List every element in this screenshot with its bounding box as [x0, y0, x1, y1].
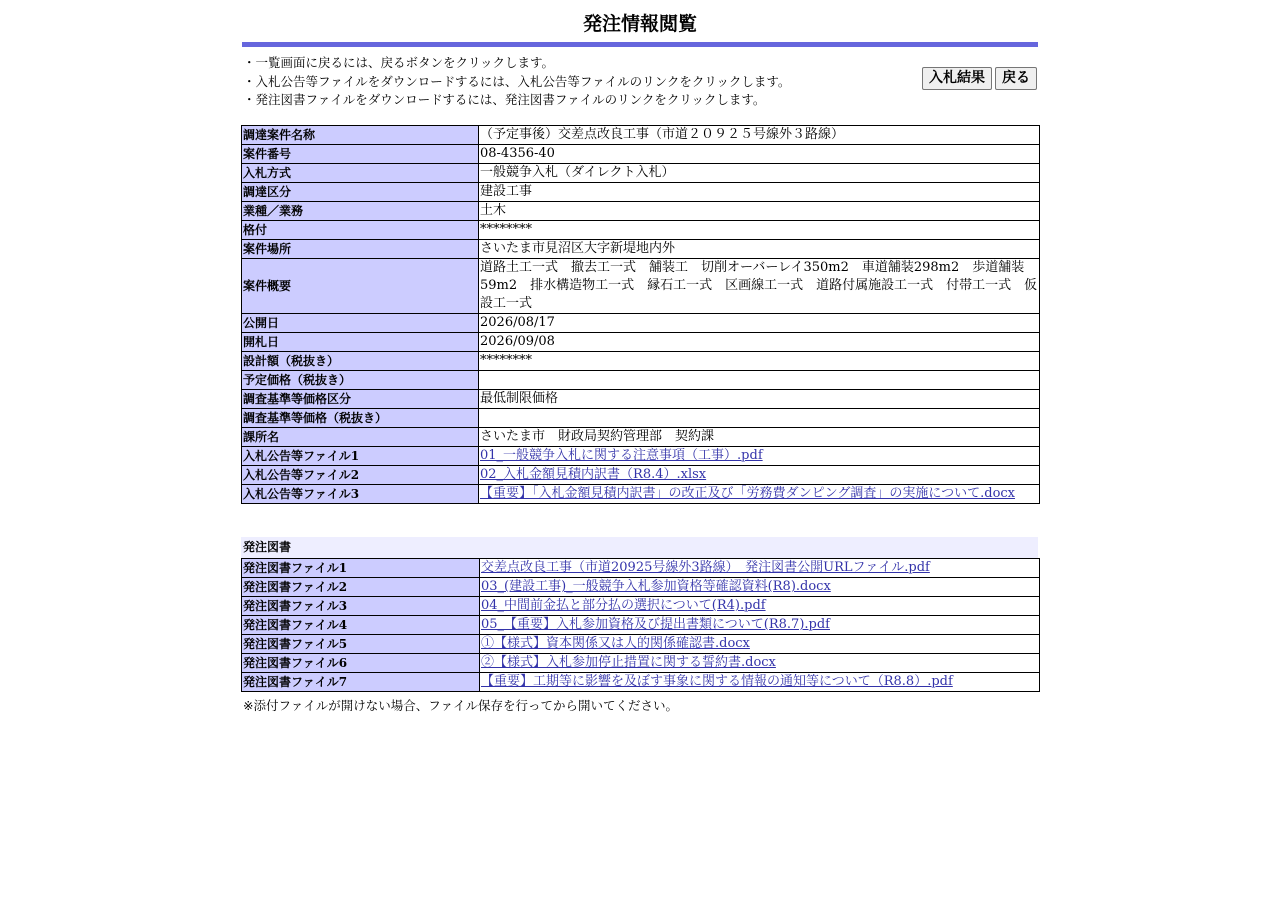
section-spacer [241, 504, 1039, 537]
document-file-7-link[interactable]: 【重要】工期等に影響を及ぼす事象に関する情報の通知等について（R8.8）.pdf [481, 674, 953, 689]
field-label: 設計額（税抜き） [242, 352, 479, 371]
field-label: 予定価格（税抜き） [242, 371, 479, 390]
instruction-back: ・一覧画面に戻るには、戻るボタンをクリックします。 [243, 55, 555, 70]
field-label: 発注図書ファイル5 [242, 635, 480, 654]
planned-price-value [479, 371, 1040, 390]
notice-file-cell [479, 466, 1040, 485]
survey-price-value [479, 409, 1040, 428]
location-value: さいたま市見沼区大字新堤地内外 [479, 240, 1040, 259]
table-row [242, 259, 1040, 314]
table-row [242, 164, 1040, 183]
document-file-cell [480, 635, 1040, 654]
document-file-cell [480, 654, 1040, 673]
field-label: 入札方式 [242, 164, 479, 183]
table-row [242, 654, 1040, 673]
opening-date-value: 2026/09/08 [479, 333, 1040, 352]
page-title: 発注情報閲覧 [582, 13, 697, 35]
table-row [242, 126, 1040, 145]
back-button[interactable]: 戻る [995, 67, 1037, 90]
notice-file-2-link[interactable]: 02_入札金額見積内訳書（R8.4）.xlsx [480, 467, 707, 482]
table-row [242, 409, 1040, 428]
field-label: 公開日 [242, 314, 479, 333]
field-label: 調査基準等価格区分 [242, 390, 479, 409]
document-file-cell [480, 578, 1040, 597]
rating-value: ******** [479, 221, 1040, 240]
document-file-1-link[interactable]: 交差点改良工事（市道20925号線外3路線） 発注図書公開URLファイル.pdf [481, 560, 930, 575]
field-label: 案件場所 [242, 240, 479, 259]
department-value: さいたま市 財政局契約管理部 契約課 [479, 428, 1040, 447]
table-row [242, 597, 1040, 616]
table-row [242, 447, 1040, 466]
table-row [242, 616, 1040, 635]
table-row [242, 673, 1040, 692]
notice-file-1-link[interactable]: 01_一般競争入札に関する注意事項（工事）.pdf [480, 448, 763, 463]
field-label: 入札公告等ファイル2 [242, 466, 479, 485]
table-row [242, 428, 1040, 447]
project-name-value: （予定事後）交差点改良工事（市道２０９２５号線外３路線） [479, 126, 1040, 145]
field-label: 入札公告等ファイル3 [242, 485, 479, 504]
field-label: 格付 [242, 221, 479, 240]
procurement-type-value: 建設工事 [479, 183, 1040, 202]
field-label: 案件番号 [242, 145, 479, 164]
document-file-6-link[interactable]: ②【様式】入札参加停止措置に関する誓約書.docx [481, 655, 776, 670]
document-file-3-link[interactable]: 04_中間前金払と部分払の選択について(R4).pdf [481, 598, 766, 613]
field-label: 案件概要 [242, 259, 479, 314]
field-label: 発注図書ファイル4 [242, 616, 480, 635]
table-row [242, 221, 1040, 240]
field-label: 開札日 [242, 333, 479, 352]
publish-date-value: 2026/08/17 [479, 314, 1040, 333]
instruction-notice-download: ・入札公告等ファイルをダウンロードするには、入札公告等ファイルのリンクをクリックします。 [243, 73, 791, 89]
table-row [242, 240, 1040, 259]
table-row [242, 466, 1040, 485]
field-label: 発注図書ファイル3 [242, 597, 480, 616]
field-label: 発注図書ファイル2 [242, 578, 480, 597]
bid-method-value: 一般競争入札（ダイレクト入札） [479, 164, 1040, 183]
document-file-cell [480, 597, 1040, 616]
field-label: 発注図書ファイル1 [242, 559, 480, 578]
table-row [242, 578, 1040, 597]
table-row [242, 371, 1040, 390]
table-row [242, 390, 1040, 409]
summary-value: 道路土工一式 撤去工一式 舗装工 切削オーバーレイ350m2 車道舗装298m2 歩道舗装59m2 排水構造物工一式 縁石工一式 区画線工一式 道路付属施設工一式 付帯工一式 仮設工一式 [479, 259, 1040, 314]
instruction-document-download: ・発注図書ファイルをダウンロードするには、発注図書ファイルのリンクをクリックします。 [243, 92, 766, 107]
field-label: 発注図書ファイル6 [242, 654, 480, 673]
notice-file-cell [479, 447, 1040, 466]
document-file-5-link[interactable]: ①【様式】資本関係又は人的関係確認書.docx [481, 636, 750, 651]
field-label: 調査基準等価格（税抜き） [242, 409, 479, 428]
table-row [242, 352, 1040, 371]
documents-table [241, 558, 1040, 692]
table-row [242, 202, 1040, 221]
notice-file-3-link[interactable]: 【重要】「入札金額見積内訳書」の改正及び「労務費ダンピング調査」の実施について.docx [480, 486, 1016, 501]
document-file-2-link[interactable]: 03_(建設工事)_一般競争入札参加資格等確認資料(R8).docx [481, 579, 831, 594]
field-label: 入札公告等ファイル1 [242, 447, 479, 466]
page-container [241, 0, 1039, 714]
notice-file-cell [479, 485, 1040, 504]
table-row [242, 333, 1040, 352]
instruction-list [243, 54, 790, 110]
bid-result-button[interactable]: 入札結果 [922, 67, 992, 90]
project-info-table [241, 125, 1040, 504]
business-type-value: 土木 [479, 202, 1040, 221]
documents-section-title: 発注図書 [241, 537, 1038, 558]
document-file-cell [480, 616, 1040, 635]
attachment-footnote: ※添付ファイルが開けない場合、ファイル保存を行ってから開いてください。 [243, 698, 678, 713]
table-row [242, 183, 1040, 202]
table-row [242, 485, 1040, 504]
field-label: 業種／業務 [242, 202, 479, 221]
survey-category-value: 最低制限価格 [479, 390, 1040, 409]
field-label: 調達案件名称 [242, 126, 479, 145]
document-file-cell [480, 673, 1040, 692]
action-buttons [922, 67, 1037, 90]
document-file-cell [480, 559, 1040, 578]
table-row [242, 635, 1040, 654]
field-label: 発注図書ファイル7 [242, 673, 480, 692]
table-row [242, 314, 1040, 333]
instructions-area [241, 47, 1039, 125]
design-amount-value: ******** [479, 352, 1040, 371]
field-label: 調達区分 [242, 183, 479, 202]
project-no-value: 08-4356-40 [479, 145, 1040, 164]
field-label: 課所名 [242, 428, 479, 447]
document-file-4-link[interactable]: 05_【重要】入札参加資格及び提出書類について(R8.7).pdf [481, 617, 830, 632]
table-row [242, 559, 1040, 578]
table-row [242, 145, 1040, 164]
